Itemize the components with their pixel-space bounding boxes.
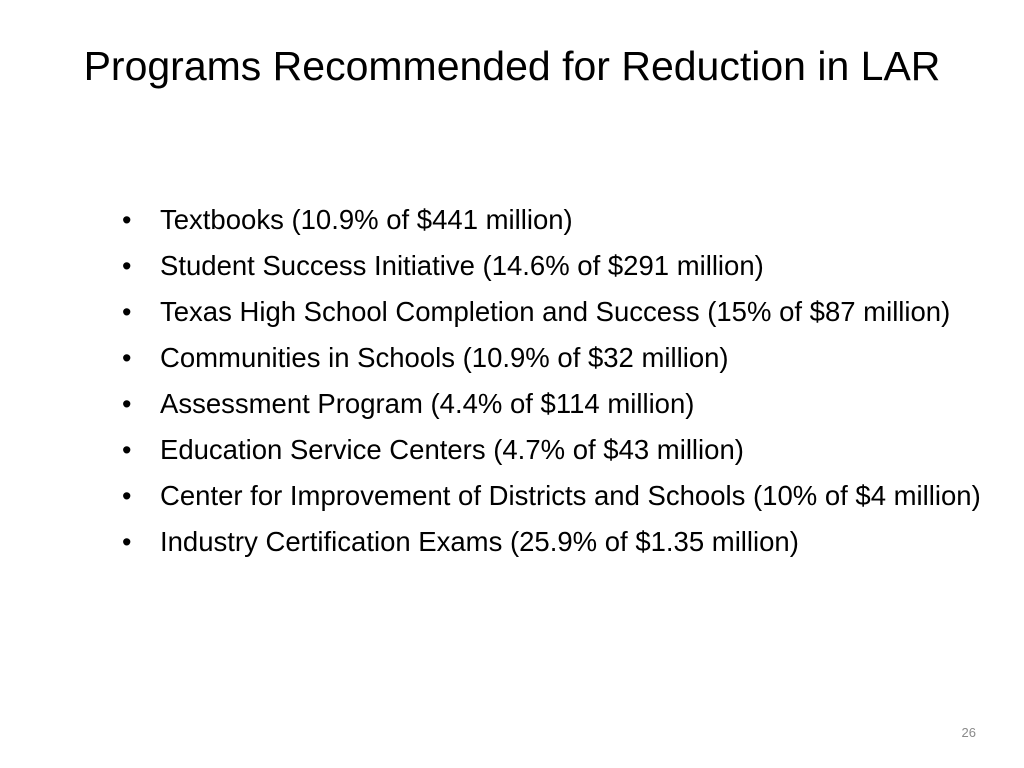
- bullet-marker-icon: •: [122, 389, 132, 419]
- bullet-item: [118, 433, 1014, 467]
- bullet-marker-icon: •: [122, 297, 132, 327]
- bullet-text: Student Success Initiative (14.6% of $291 million): [160, 250, 764, 281]
- slide-number: 26: [961, 725, 976, 740]
- bullet-marker-icon: •: [122, 343, 132, 373]
- bullet-item: [118, 341, 1014, 375]
- bullet-text: Center for Improvement of Districts and Schools (10% of $4 million): [160, 480, 981, 511]
- bullet-marker-icon: •: [122, 251, 132, 281]
- bullet-item: [118, 479, 1014, 513]
- bullet-text: Industry Certification Exams (25.9% of $1.35 million): [160, 526, 799, 557]
- bullet-marker-icon: •: [122, 435, 132, 465]
- bullet-item: [118, 249, 1014, 283]
- bullet-marker-icon: •: [122, 205, 132, 235]
- slide-title: Programs Recommended for Reduction in LAR: [83, 43, 941, 89]
- bullet-text: Education Service Centers (4.7% of $43 million): [160, 434, 744, 465]
- bullet-text: Assessment Program (4.4% of $114 million): [160, 388, 695, 419]
- bullet-text: Textbooks (10.9% of $441 million): [160, 204, 573, 235]
- bullet-item: [118, 295, 1014, 329]
- bullet-item: [118, 203, 1014, 237]
- bullet-marker-icon: •: [122, 481, 132, 511]
- bullet-item: [118, 525, 1014, 559]
- bullet-text: Texas High School Completion and Success (15% of $87 million): [160, 296, 951, 327]
- bullet-marker-icon: •: [122, 527, 132, 557]
- bullet-text: Communities in Schools (10.9% of $32 million): [160, 342, 729, 373]
- bullet-item: [118, 387, 1014, 421]
- bullet-list: [118, 203, 1014, 571]
